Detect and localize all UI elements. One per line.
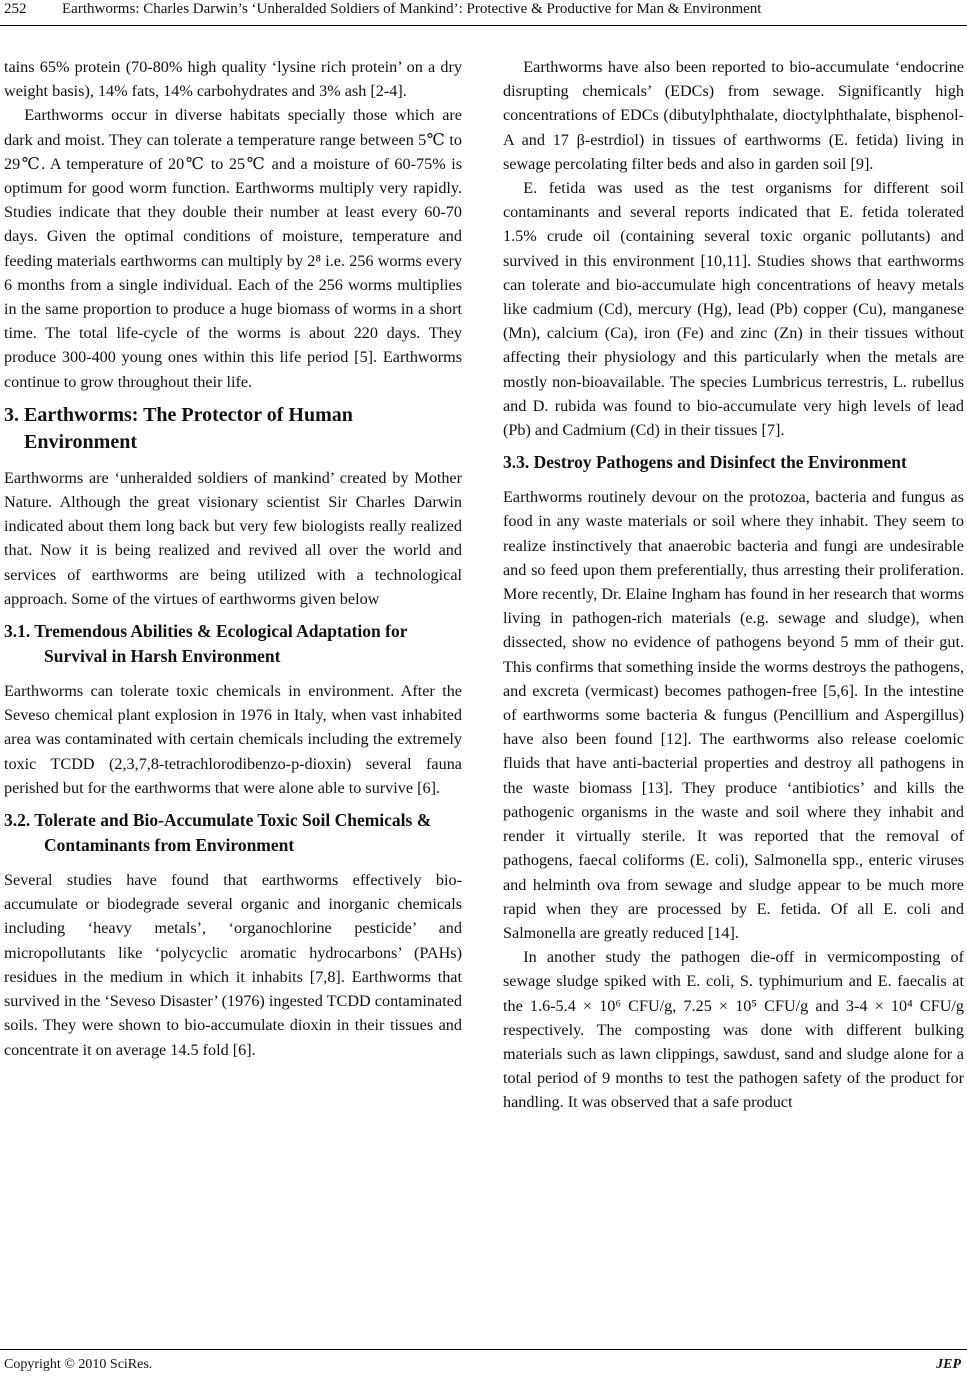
paragraph-bioaccumulation: Several studies have found that earthworms effectively bio-accumulate or biodegrade several organic and inorganic chemicals including ‘heavy metals’, ‘organochlorine pesticide’ and micropollutants like ‘polycyclic aromatic hydrocarbons’ (PAHs) residues in the medium in which it inhabits [7,8]. Earthworms that survived in the ‘Seveso Disaster’ (1976) ingested TCDD contaminated soils. They were shown to bio-accumulate dioxin in their tissues and concentrate it on average 14.5 fold [6]. (4, 871, 462, 1059)
paragraph-protein-content: tains 65% protein (70-80% high quality ‘lysine rich protein’ on a dry weight basis), 14% fats, 14% carbohydrates and 3% ash [2-4]. (4, 58, 462, 101)
section-3-1-heading: 3.1. Tremendous Abilities & Ecological Adaptation for Survival in Harsh Environment (4, 621, 408, 667)
paragraph-habitats: Earthworms occur in diverse habitats specially those which are dark and moist. They can tolerate a temperature range between 5℃ to 29℃. A temperature of 20℃ to 25℃ and a moisture of 60-75% is optimum for good worm function. Earthworms multiply very rapidly. Studies indicate that they double their number at least every 60-70 days. Given the optimal conditions of moisture, temperature and feeding materials earthworms can multiply by 2⁸ i.e. 256 worms every 6 months from a single individual. Each of the 256 worms multiplies in the same proportion to produce a huge biomass of worms in a short time. The total life-cycle of the worms is about 220 days. They produce 300-400 young ones within this life period [5]. Earthworms continue to grow throughout their life. (4, 106, 462, 391)
section-3-2-heading: 3.2. Tolerate and Bio-Accumulate Toxic Soil Chemicals & Contaminants from Environment (4, 810, 432, 856)
footer-divider (0, 1349, 967, 1350)
header-divider (0, 25, 967, 26)
copyright-notice: Copyright © 2010 SciRes. (4, 1357, 153, 1372)
left-column (4, 55, 462, 1062)
journal-abbreviation: JEP (936, 1357, 961, 1372)
paragraph-pathogen-die-off: In another study the pathogen die-off in vermicomposting of sewage sludge spiked with E. coli, S. typhimurium and E. faecalis at the 1.6-5.4 × 10⁶ CFU/g, 7.25 × 10⁵ CFU/g and 3-4 × 10⁴ CFU/g respectively. The composting was done with different bulking materials such as lawn clippings, sawdust, sand and sludge alone for a total period of 9 months to test the pathogen safety of the product for handling. It was observed that a safe product (503, 948, 964, 1112)
section-3-3-heading: 3.3. Destroy Pathogens and Disinfect the Environment (503, 452, 907, 473)
section-3-heading: 3. Earthworms: The Protector of Human Environment (4, 403, 353, 453)
paragraph-seveso-survival: Earthworms can tolerate toxic chemicals in environment. After the Seveso chemical plant explosion in 1976 in Italy, when vast inhabited area was contaminated with certain chemicals including the extremely toxic TCDD (2,3,7,8-tetrachlorodibenzo-p-dioxin) several fauna perished but for the earthworms that were alone able to survive [6]. (4, 682, 462, 797)
paragraph-edcs: Earthworms have also been reported to bio-accumulate ‘endocrine disrupting chemicals’ (EDCs) from sewage. Significantly high concentrations of EDCs (dibutylphthalate, dioctylphthalate, bisphenol-A and 17 β-estrdiol) in tissues of earthworms (E. fetida) living in sewage percolating filter beds and also in garden soil [9]. (503, 58, 964, 173)
running-title: Earthworms: Charles Darwin’s ‘Unheralded Soldiers of Mankind’: Protective & Productive for Man & Environment (62, 1, 762, 17)
page-header (0, 0, 967, 30)
right-column (503, 55, 964, 1115)
paragraph-destroy-pathogens: Earthworms routinely devour on the protozoa, bacteria and fungus as food in any waste materials or soil where they inhabit. They seem to realize instinctively that anaerobic bacteria and fungi are undesirable and so feed upon them preferentially, thus arresting their proliferation. More recently, Dr. Elaine Ingham has found in her research that worms living in pathogen-rich materials (e.g. sewage and sludge), when dissected, show no evidence of pathogens beyond 5 mm of their gut. This confirms that something inside the worms destroys the pathogens, and excreta (vermicast) becomes pathogen-free [5,6]. In the intestine of earthworms some bacteria & fungus (Pencillium and Aspergillus) have also been found [12]. The earthworms also release coelomic fluids that have anti-bacterial properties and destroy all pathogens in the waste biomass [13]. They produce ‘antibiotics’ and kills the pathogenic organisms in the waste and soil where they inhabit and render it virtually sterile. It was reported that the removal of pathogens, faecal coliforms (E. coli), Salmonella spp., enteric viruses and helminth ova from sewage and sludge appear to be much more rapid when they are processed by E. fetida. Of all E. coli and Salmonella are greatly reduced [14]. (503, 488, 964, 942)
paragraph-e-fetida-tolerance: E. fetida was used as the test organisms for different soil contaminants and several reports indicated that E. fetida tolerated 1.5% crude oil (containing several toxic organic pollutants) and survived in this environment [10,11]. Studies shows that earthworms can tolerate and bio-accumulate high concentrations of heavy metals like cadmium (Cd), mercury (Hg), lead (Pb) copper (Cu), manganese (Mn), calcium (Ca), iron (Fe) and zinc (Zn) in their tissues without affecting their physiology and this particularly when the metals are mostly non-bioavailable. The species Lumbricus terrestris, L. rubellus and D. rubida was found to bio-accumulate very high levels of lead (Pb) and Cadmium (Cd) in their tissues [7]. (503, 179, 964, 440)
paragraph-unheralded-soldiers: Earthworms are ‘unheralded soldiers of mankind’ created by Mother Nature. Although the great visionary scientist Sir Charles Darwin indicated about them long back but very few biologists really realized that. Now it is being realized and revived all over the world and services of earthworms are being utilized with a technological approach. Some of the virtues of earthworms given below (4, 468, 462, 608)
page-number: 252 (4, 1, 27, 17)
